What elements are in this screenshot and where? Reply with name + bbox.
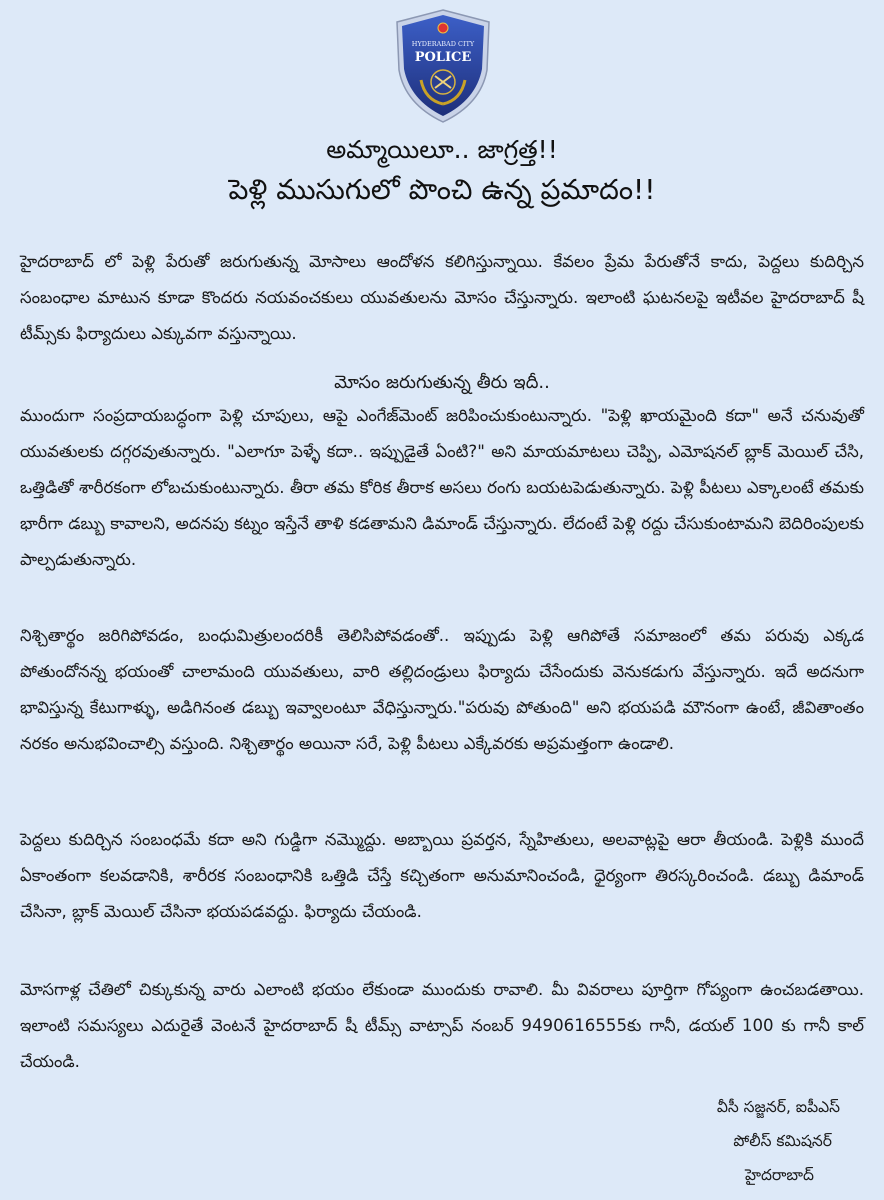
signature-city: హైదరాబాద్ bbox=[744, 1166, 814, 1184]
paragraph-contact-info: మోసగాళ్ల చేతిలో చిక్కుకున్న వారు ఎలాంటి భయం లేకుండా ముందుకు రావాలి. మీ వివరాలు పూర్తిగా గోప్యంగా ఉంచబడతాయి. ఇలాంటి సమస్యలు ఎదురైతే వెంటనే హైదరాబాద్ షీ టీమ్స్ వాట్సాప్ నంబర్ 9490616555కు గానీ, డయల్ 100 కు గానీ కాల్ చేయండి. bbox=[20, 980, 864, 1071]
signature-block bbox=[717, 1090, 840, 1192]
hyderabad-police-logo bbox=[391, 8, 495, 124]
logo-text-top: HYDERABAD CITY bbox=[411, 40, 475, 48]
title-line-1: అమ్మాయిలూ.. జాగ్రత్త!! bbox=[326, 135, 558, 164]
police-badge-icon bbox=[391, 8, 495, 124]
signature-name: వీసీ సజ్జనర్, ఐపీఎస్ bbox=[716, 1098, 840, 1116]
subheading: మోసం జరుగుతున్న తీరు ఇదీ.. bbox=[334, 372, 550, 393]
paragraph-fear-of-reputation: నిశ్చితార్థం జరిగిపోవడం, బంధుమిత్రులందరికీ తెలిసిపోవడంతో.. ఇప్పుడు పెళ్లి ఆగిపోతే సమాజంలో తమ పరువు ఎక్కడ పోతుందోనన్న భయంతో చాలామంది యువతులు, వారి తల్లిదండ్రులు ఫిర్యాదు చేసేందుకు వెనుకడుగు వేస్తున్నారు. ఇదే అదనుగా భావిస్తున్న కేటుగాళ్ళు, అడిగినంత డబ్బు ఇవ్వాలంటూ వేధిస్తున్నారు."పరువు పోతుంది" అని భయపడి మౌనంగా ఉంటే, జీవితాంతం నరకం అనుభవించాల్సి వస్తుంది. నిశ్చితార్థం అయినా సరే, పెళ్లి పీటలు ఎక్కేవరకు అప్రమత్తంగా ఉండాలి. bbox=[20, 626, 864, 753]
signature-designation: పోలీస్ కమిషనర్ bbox=[733, 1132, 832, 1150]
paragraph-intro: హైదరాబాద్ లో పెళ్లి పేరుతో జరుగుతున్న మోసాలు ఆందోళన కలిగిస్తున్నాయి. కేవలం ప్రేమ పేరుతోనే కాదు, పెద్దలు కుదిర్చిన సంబంధాల మాటున కూడా కొందరు నయవంచకులు యువతులను మోసం చేస్తున్నారు. ఇలాంటి ఘటనలపై ఇటీవల హైదరాబాద్ షీ టీమ్స్‌కు ఫిర్యాదులు ఎక్కువగా వస్తున్నాయి. bbox=[20, 252, 864, 343]
paragraph-precautions: పెద్దలు కుదిర్చిన సంబంధమే కదా అని గుడ్డిగా నమ్మొద్దు. అబ్బాయి ప్రవర్తన, స్నేహితులు, అలవాట్లపై ఆరా తీయండి. పెళ్లికి ముందే ఏకాంతంగా కలవడానికి, శారీరక సంబంధానికి ఒత్తిడి చేస్తే కచ్చితంగా అనుమానించండి, ధైర్యంగా తిరస్కరించండి. డబ్బు డిమాండ్ చేసినా, బ్లాక్ మెయిల్ చేసినా భయపడవద్దు. ఫిర్యాదు చేయండి. bbox=[20, 830, 864, 921]
title-line-2: పెళ్లి ముసుగులో పొంచి ఉన్న ప్రమాదం!! bbox=[228, 173, 656, 206]
logo-text-main: POLICE bbox=[414, 50, 472, 65]
paragraph-modus-operandi: ముందుగా సంప్రదాయబద్ధంగా పెళ్లి చూపులు, ఆపై ఎంగేజ్‌మెంట్ జరిపించుకుంటున్నారు. "పెళ్లి ఖాయమైంది కదా" అనే చనువుతో యువతులకు దగ్గరవుతున్నారు. "ఎలాగూ పెళ్ళే కదా.. ఇప్పుడైతే ఏంటి?" అని మాయమాటలు చెప్పి, ఎమోషనల్ బ్లాక్ మెయిల్ చేసి, ఒత్తిడితో శారీరకంగా లోబచుకుంటున్నారు. తీరా తమ కోరిక తీరాక అసలు రంగు బయటపెడుతున్నారు. పెళ్లి పీటలు ఎక్కాలంటే తమకు భారీగా డబ్బు కావాలని, అదనపు కట్నం ఇస్తేనే తాళి కడతామని డిమాండ్ చేస్తున్నారు. లేదంటే పెళ్లి రద్దు చేసుకుంటామని బెదిరింపులకు పాల్పడుతున్నారు. bbox=[20, 406, 864, 569]
